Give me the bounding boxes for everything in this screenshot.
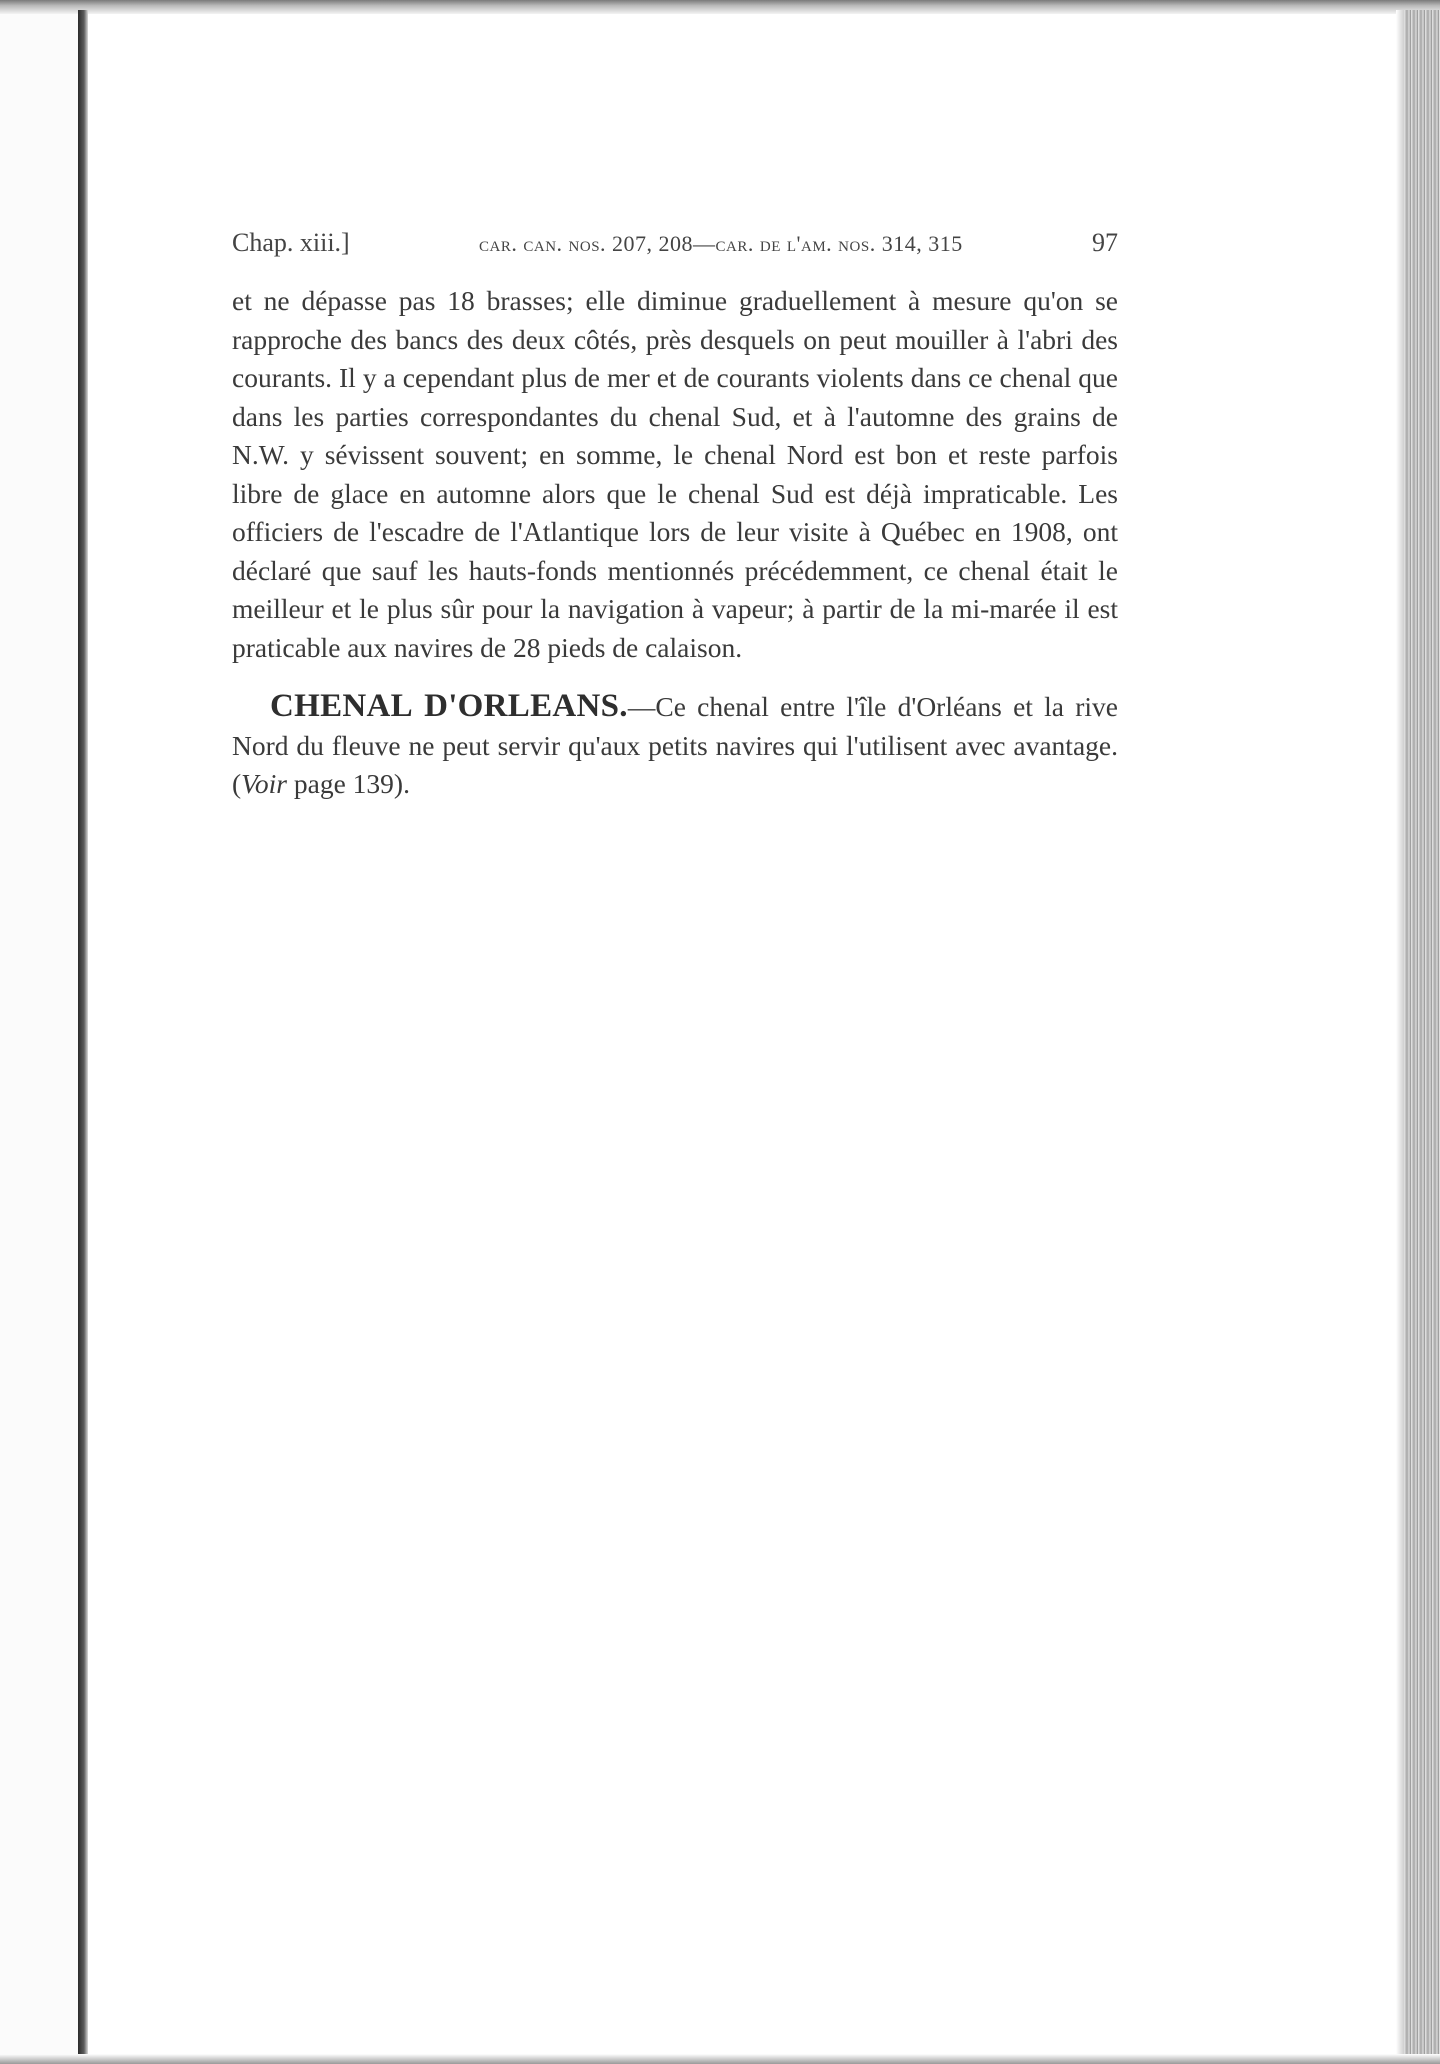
binding-edge xyxy=(78,10,88,2060)
page-left-margin xyxy=(0,0,78,2064)
chart-reference-numbers-2: 314, 315 xyxy=(881,231,963,256)
section-heading: CHENAL D'ORLEANS. xyxy=(270,688,628,724)
paragraph-chenal-nord: et ne dépasse pas 18 brasses; elle diminue graduellement à mesure qu'on se rapproche des bancs des deux côtés, près desquels on peut mouiller à l'abri des courants. Il y a cependant plus de mer et de courants violents dans ce chenal que dans les parties correspondantes du chenal Sud, et à l'automne des grains de N.W. y sévissent souvent; en somme, le chenal Nord est bon et reste parfois libre de glace en automne alors que le chenal Sud est déjà impraticable. Les officiers de l'escadre de l'Atlantique lors de leur visite à Québec en 1908, ont déclaré que sauf les hauts-fonds mentionnés précédemment, ce chenal était le meilleur et le plus sûr pour la navigation à vapeur; à partir de la mi-marée il est praticable aux navires de 28 pieds de calaison. xyxy=(232,285,1118,663)
document-page xyxy=(232,228,1118,804)
chart-reference xyxy=(479,231,963,257)
scan-bottom-edge xyxy=(0,2054,1440,2064)
paragraph-chenal-orleans xyxy=(232,687,1118,804)
page-right-shadow xyxy=(1396,10,1404,2064)
chart-reference-mid: —car. de l'am. nos. xyxy=(693,231,876,256)
paragraph-text-end: page 139). xyxy=(287,768,410,799)
paragraph-text: —Ce chenal entre l'île d'Orléans et la rive Nord du fleuve ne peut servir qu'aux petits navires qui l'utilisent avec avantage. ( xyxy=(232,691,1118,799)
chart-reference-numbers-1: 207, 208 xyxy=(612,231,694,256)
scan-top-edge xyxy=(0,0,1440,14)
running-head xyxy=(232,228,1118,258)
page-number: 97 xyxy=(1092,228,1118,257)
chart-reference-prefix: car. can. nos. xyxy=(479,231,607,256)
paragraph-italic-reference: Voir xyxy=(241,768,288,799)
book-page-stack xyxy=(1404,10,1440,2064)
chapter-label: Chap. xiii.] xyxy=(232,228,350,257)
